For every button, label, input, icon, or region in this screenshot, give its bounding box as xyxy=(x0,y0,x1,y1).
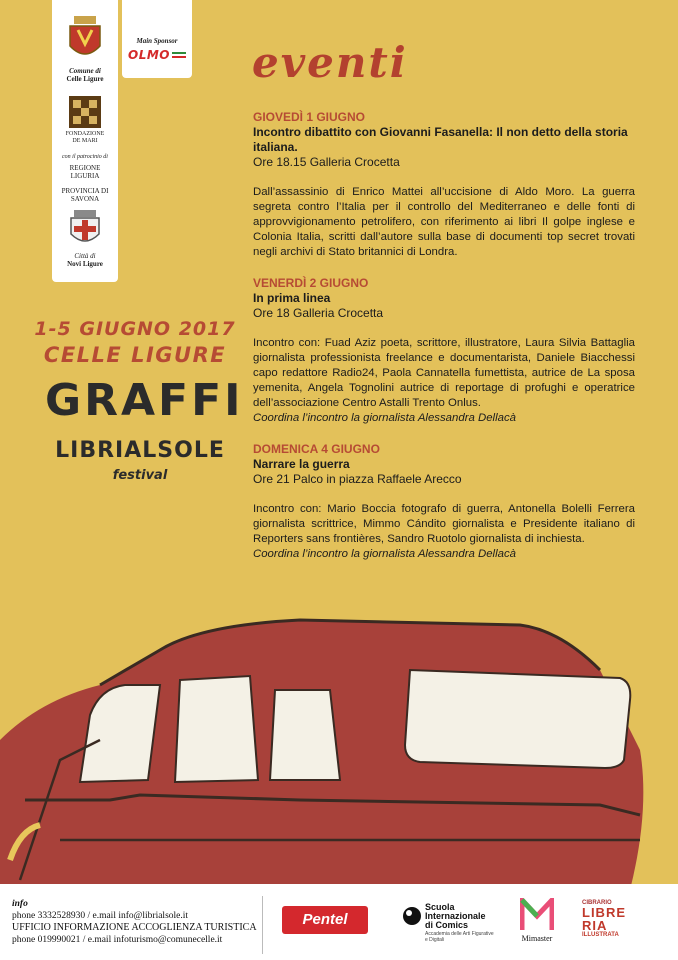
event-item xyxy=(253,276,635,426)
footer-office-contact[interactable]: phone 019990021 / e.mail infoturismo@comunecelle.it xyxy=(12,935,223,945)
scuola-comics-subtitle: Accademia delle Arti Figurative e Digitali xyxy=(425,931,494,943)
mimaster-logo xyxy=(512,898,562,950)
regione-label-1: REGIONE xyxy=(69,164,101,172)
eventi-heading: eventi xyxy=(252,38,408,87)
festival-name-graffi: GRAFFI xyxy=(45,375,244,426)
event-date: VENERDÌ 2 GIUGNO xyxy=(253,276,369,290)
patronage-logo-panel xyxy=(52,0,118,282)
event-time: Ore 18.15 Galleria Crocetta xyxy=(253,155,400,169)
footer xyxy=(0,884,678,960)
provincia-label-2: SAVONA xyxy=(70,195,100,203)
pentel-logo-text: Pentel xyxy=(302,911,348,928)
provincia-label-1: PROVINCIA DI xyxy=(61,187,109,195)
events-list xyxy=(253,110,635,578)
comune-label-2: Celle Ligure xyxy=(66,75,104,83)
festival-name-librialsole: LIBRIALSOLE xyxy=(55,438,225,463)
festival-name-festival: festival xyxy=(112,468,168,483)
event-title: Incontro dibattito con Giovanni Fasanella: Il non detto della storia italiana. xyxy=(253,125,628,154)
cibrario-libreria-logo xyxy=(582,900,662,948)
red-car-illustration xyxy=(0,590,678,890)
libreria-text-2: LIBRERIA xyxy=(582,905,626,933)
fondazione-label-2: DE MARI xyxy=(72,138,98,144)
scuola-comics-logo xyxy=(402,902,494,946)
olmo-logo: OLMO xyxy=(128,48,170,62)
mimaster-m-icon xyxy=(520,898,554,930)
comune-label-1: Comune di xyxy=(69,67,101,75)
italian-flag-stripe-icon xyxy=(172,52,186,58)
pentel-logo xyxy=(282,906,368,934)
patrocinio-label: con il patrocinio di xyxy=(62,154,108,160)
footer-office-line: UFFICIO INFORMAZIONE ACCOGLIENZA TURISTICA xyxy=(12,922,257,933)
festival-place: CELLE LIGURE xyxy=(43,343,227,367)
footer-phone-line[interactable]: phone 3332528930 / e.mail info@librialsole.it xyxy=(12,911,189,921)
scuola-comics-ink-icon xyxy=(402,904,422,926)
fondazione-de-mari-logo-icon xyxy=(69,96,101,128)
celle-ligure-crest-icon xyxy=(66,14,104,64)
scuola-comics-text-3: di Comics xyxy=(425,920,469,930)
event-description: Incontro con: Fuad Aziz poeta, scrittore, illustratore, Laura Silvia Battaglia giornalista professionista freelance e documentarista, Daniele Biacchessi capo redattore Radio24, Paola Cannatella fumettista, autrice de La sposa yemenita, Angela Tognolini autrice di reportage di profughi e operatrice dell’associazione Centro Astalli Trento Onlus. xyxy=(253,337,635,409)
event-time: Ore 18 Galleria Crocetta xyxy=(253,306,384,320)
libreria-text-3: ILLUSTRATA xyxy=(582,932,619,938)
festival-dates: 1-5 GIUGNO 2017 xyxy=(34,318,236,340)
libreria-text-1: CIBRARIO xyxy=(582,900,612,906)
main-sponsor-label: Main Sponsor xyxy=(136,37,178,45)
event-description: Incontro con: Mario Boccia fotografo di guerra, Antonella Bolelli Ferrera giornalista scrittrice, Mimmo Cándito giornalista e Presidente italiano di Reporters sans frontières, Sandro Ruotolo giornalista di inchiesta. xyxy=(253,503,635,545)
main-sponsor-panel xyxy=(122,0,192,78)
event-coordinator: Coordina l’incontro la giornalista Alessandra Dellacà xyxy=(253,412,516,424)
event-description: Dall’assassinio di Enrico Mattei all’uccisione di Aldo Moro. La guerra segreta contro l’Italia per il controllo del Mediterraneo e delle fonti di approvvigionamento petrolifero, con riferimento ai libri Il golpe inglese e Colonia Italia, scritti dall’autore sulla base di documenti top secret trovati negli archivi di Stato britannici di Londra. xyxy=(253,186,635,258)
novi-ligure-crest-icon xyxy=(68,210,102,248)
event-date: GIOVEDÌ 1 GIUGNO xyxy=(253,110,366,124)
scuola-comics-text-1: Scuola xyxy=(425,902,455,912)
event-title: Narrare la guerra xyxy=(253,457,350,471)
fondazione-label-1: FONDAZIONE xyxy=(65,131,105,137)
event-title: In prima linea xyxy=(253,291,331,305)
footer-divider xyxy=(262,896,263,954)
event-coordinator: Coordina l’incontro la giornalista Alessandra Dellacà xyxy=(253,548,516,560)
event-item xyxy=(253,442,635,562)
event-time: Ore 21 Palco in piazza Raffaele Arecco xyxy=(253,472,462,486)
citta-label-1: Città di xyxy=(74,252,96,260)
regione-label-2: LIGURIA xyxy=(70,172,100,180)
scuola-comics-text-2: Internazionale xyxy=(425,911,486,921)
event-item xyxy=(253,110,635,260)
mimaster-text: Mimaster xyxy=(521,934,553,943)
citta-label-2: Novi Ligure xyxy=(67,260,103,268)
footer-info-label: info xyxy=(12,899,28,909)
event-date: DOMENICA 4 GIUGNO xyxy=(253,442,380,456)
